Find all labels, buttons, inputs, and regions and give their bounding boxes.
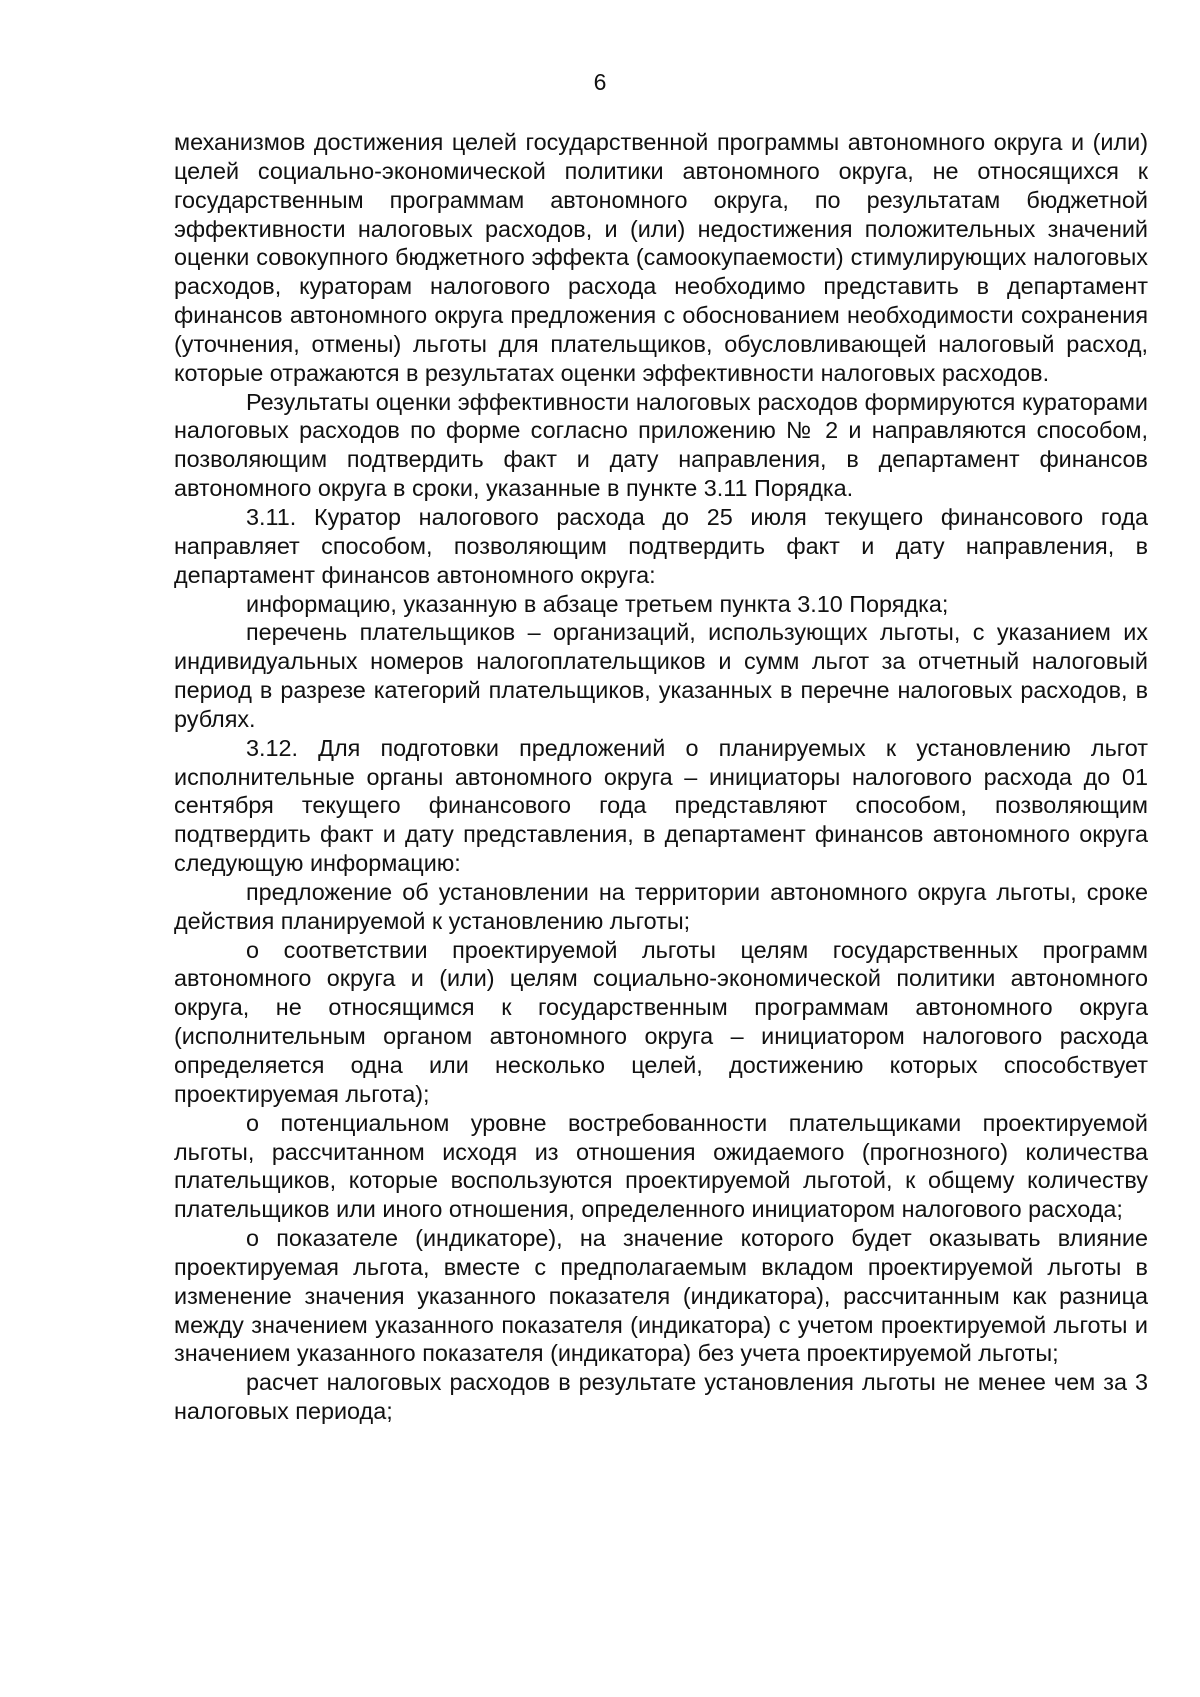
paragraph-clause-3-12-item-5: расчет налоговых расходов в результате установления льготы не менее чем за 3 налоговых периода;: [174, 1369, 1148, 1425]
document-body: [174, 128, 1148, 1426]
paragraph-clause-3-12-item-3: о потенциальном уровне востребованности плательщиками проектируемой льготы, рассчитанном исходя из отношения ожидаемого (прогнозного) количества плательщиков, которые воспользуются проектируемой льготой, к общему количеству плательщиков или иного отношения, определенного инициатором налогового расхода;: [174, 1109, 1148, 1223]
paragraph-evaluation-results: Результаты оценки эффективности налоговых расходов формируются кураторами налоговых расходов по форме согласно приложению № 2 и направляются способом, позволяющим подтвердить факт и дату направления, в департамент финансов автономного округа в сроки, указанные в пункте 3.11 Порядка.: [174, 388, 1148, 502]
paragraph-clause-3-12-item-4: о показателе (индикаторе), на значение которого будет оказывать влияние проектируемая льгота, вместе с предполагаемым вкладом проектируемой льготы в изменение значения указанного показателя (индикатора), рассчитанным как разница между значением указанного показателя (индикатора) с учетом проектируемой льготы и значением указанного показателя (индикатора) без учета проектируемой льготы;: [174, 1225, 1148, 1367]
paragraph-clause-3-12-item-2: о соответствии проектируемой льготы целям государственных программ автономного округа и (или) целям социально-экономической политики автономного округа, не относящимся к государственным программам автономного округа (исполнительным органом автономного округа – инициатором налогового расхода определяется одна или несколько целей, достижению которых способствует проектируемая льгота);: [174, 936, 1148, 1107]
page-number: 6: [593, 69, 607, 95]
paragraph-clause-3-12-item-1: предложение об установлении на территории автономного округа льготы, сроке действия планируемой к установлению льготы;: [174, 878, 1148, 934]
paragraph-continuation: механизмов достижения целей государственной программы автономного округа и (или) целей социально-экономической политики автономного округа, не относящихся к государственным программам автономного округа, по результатам бюджетной эффективности налоговых расходов, и (или) недостижения положительных значений оценки совокупного бюджетного эффекта (самоокупаемости) стимулирующих налоговых расходов, кураторам налогового расхода необходимо представить в департамент финансов автономного округа предложения с обоснованием необходимости сохранения (уточнения, отмены) льготы для плательщиков, обусловливающей налоговый расход, которые отражаются в результатах оценки эффективности налоговых расходов.: [174, 129, 1148, 386]
paragraph-clause-3-12: 3.12. Для подготовки предложений о планируемых к установлению льгот исполнительные органы автономного округа – инициаторы налогового расхода до 01 сентября текущего финансового года представляют способом, позволяющим подтвердить факт и дату представления, в департамент финансов автономного округа следующую информацию:: [174, 734, 1148, 877]
paragraph-clause-3-11: 3.11. Куратор налогового расхода до 25 июля текущего финансового года направляет способом, позволяющим подтвердить факт и дату направления, в департамент финансов автономного округа:: [174, 503, 1148, 588]
paragraph-clause-3-11-item-2: перечень плательщиков – организаций, использующих льготы, с указанием их индивидуальных номеров налогоплательщиков и сумм льгот за отчетный налоговый период в разрезе категорий плательщиков, указанных в перечне налоговых расходов, в рублях.: [174, 619, 1148, 732]
paragraph-clause-3-11-item-1: информацию, указанную в абзаце третьем пункта 3.10 Порядка;: [246, 590, 949, 617]
